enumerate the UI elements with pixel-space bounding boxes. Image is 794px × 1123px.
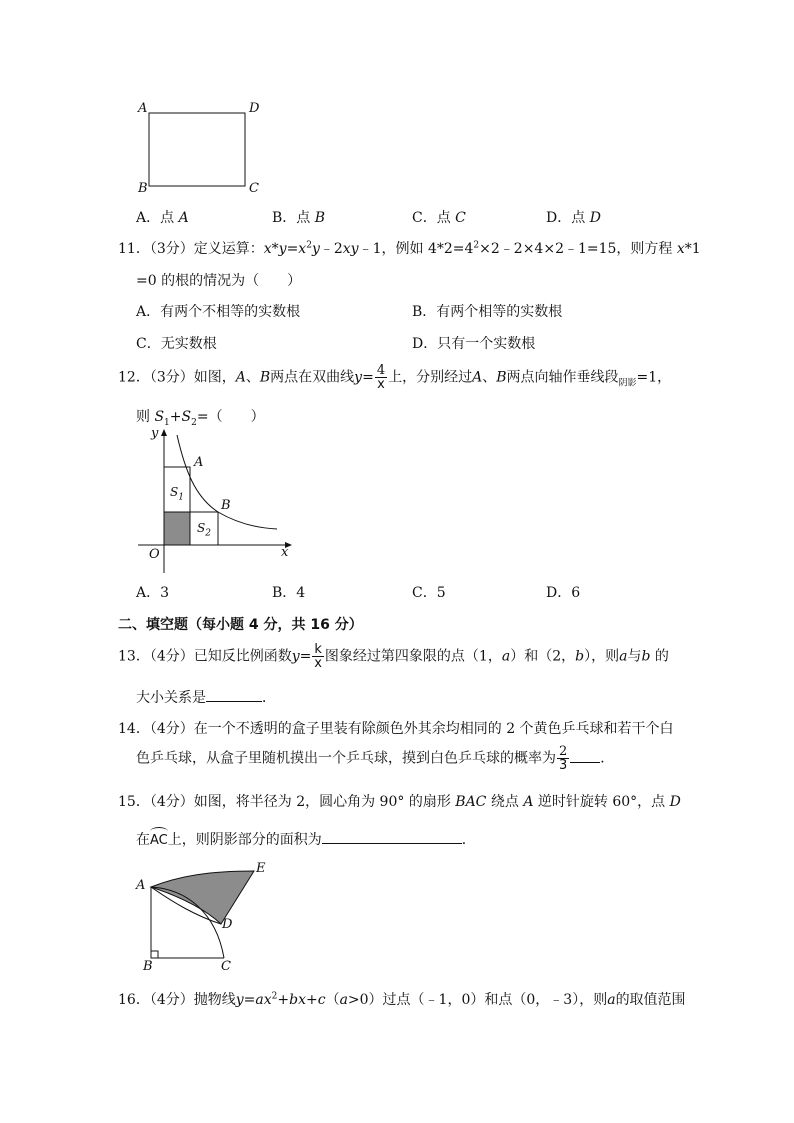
var-a: a [339,992,348,1008]
exponent: 2 [271,991,278,1002]
answer-blank[interactable] [206,701,262,702]
point-a-label: A [136,878,146,893]
point-b-label: B [143,959,153,974]
q16-text: >0）过点（﹣1，0）和点（0，﹣3），则 [347,992,608,1008]
q15-stem-line1 [118,791,681,811]
label-a: A [138,101,148,116]
option-letter: D． [546,585,572,601]
origin-label: O [149,547,160,562]
question-number: 13． [118,648,150,665]
region-s2-label: $S_2$ [197,521,211,539]
option-var: B [314,210,326,226]
option-text: 点 [571,210,586,226]
q12-stem-line2: 则 $S_1+S_2=$（ ） [136,409,265,428]
subscript-shadow: 阴影 [618,378,637,389]
var-b: b [575,648,585,665]
answer-blank[interactable] [322,843,462,844]
frac-den: x [314,656,322,671]
q11-text: ×2﹣2×4×2﹣1=15，则方程 [479,241,673,257]
q15-text: 绕点 [490,794,519,810]
q12-option-b[interactable] [272,582,305,602]
option-text: 点 [296,210,311,226]
var-bac: BAC [455,794,487,810]
q13-text: ）和（2， [510,648,576,665]
q14-text: 在一个不透明的盒子里装有除颜色外其余均相同的 2 个黄色乒乓球和若干个白 [193,721,674,737]
q12-text: 两点在双曲线 [270,369,355,386]
q12-figure [135,425,300,580]
axis-label-y: y [151,426,159,441]
question-score: （3分） [149,241,194,257]
q13-text: 大小关系是 [136,690,206,706]
q12-text: 、 [245,369,260,386]
point-a-label: A [194,455,204,470]
var-d: D [669,794,681,810]
q15-stem-line2 [136,829,476,849]
q14-text: 色乒乓球，从盒子里随机摸出一个乒乓球，摸到白色乒乓球的概率为 [136,750,556,767]
q12-text: =（ ） [196,409,265,425]
arc-ac: AC [150,833,168,848]
option-var: C [455,210,466,226]
q14-text: ． [600,750,615,767]
option-letter: B． [272,210,297,226]
rotated-sector-figure [134,858,274,976]
option-letter: D． [412,336,438,352]
q15-text: 如图，将半径为 2，圆心角为 90° 的扇形 [193,794,451,810]
q16-text: 的取值范围 [615,992,686,1008]
var-b: B [259,369,271,386]
answer-blank[interactable] [570,762,600,763]
fraction-4-over-x [375,364,387,391]
option-text: 只有一个实数根 [437,336,536,352]
var-a: a [501,648,511,665]
q11-text: 定义运算： [193,241,264,257]
frac-den: x [377,377,385,392]
question-score: （4分） [149,648,194,665]
point-c-label: C [221,959,231,974]
fraction-k-over-x [312,643,324,670]
q11-option-b[interactable] [412,301,562,321]
q13-text: 已知反比例函数 [193,648,292,665]
option-letter: C． [412,210,437,226]
question-number: 15． [118,794,150,810]
fraction-2-over-3 [557,745,569,772]
frac-num: 4 [376,363,386,378]
option-letter: A． [136,304,161,320]
q12-text: 两点向轴作垂线段 [506,369,619,386]
option-text: 点 [436,210,451,226]
frac-num: k [314,642,322,657]
q16-text: （ [325,992,340,1008]
q11-text: ，例如 4*2=4 [381,241,474,257]
option-letter: A． [136,585,161,601]
option-text: 5 [436,585,446,601]
equation: y= [354,369,374,386]
axis-label-x: x [281,545,289,560]
q12-text: 则 [136,409,150,425]
q11-option-c[interactable] [136,333,217,353]
option-letter: B． [412,304,437,320]
option-letter: B． [272,585,297,601]
var-a: A [523,794,534,810]
option-text: 点 [160,210,175,226]
q11-stem-line2: =0 的根的情况为（ ） [136,273,302,289]
option-var: D [589,210,601,226]
q16-stem-line1: 16．（4分）抛物线$y=ax^2+bx+c(a>0)$过点（﹣1，0）和点（0，﹣3），则a的取值范围 [118,991,686,1008]
q14-stem-line1 [118,718,674,738]
section-heading: 二、填空题（每小题 4 分，共 16 分） [118,617,363,633]
q12-option-a[interactable] [136,582,169,602]
question-score: （3分） [149,369,194,386]
q10-figure [136,98,266,198]
q13-stem-line2 [136,687,276,707]
var-a: A [235,369,246,386]
q11-definition: x*y [263,241,287,257]
q12-text: =1， [636,369,672,386]
equation-y: y [235,992,244,1008]
point-e-label: E [256,861,266,876]
q11-option-a[interactable] [136,301,300,321]
option-text: 无实数根 [160,336,217,352]
q12-option-c[interactable] [412,582,446,602]
option-text: 3 [160,585,170,601]
option-text: 6 [571,585,581,601]
option-letter: A． [136,210,161,226]
question-number: 11． [118,241,150,257]
question-number: 14． [118,721,150,737]
point-b-label: B [221,498,231,513]
option-letter: D． [546,210,572,226]
q15-text: 上，则阴影部分的面积为 [167,832,322,848]
q15-figure [134,858,274,976]
frac-num: 2 [559,744,568,759]
q11-text: *1 [684,241,701,257]
frac-den: 3 [559,758,568,773]
q14-stem-line2 [136,745,614,772]
question-number: 12． [118,369,150,386]
q15-text: ． [461,832,476,848]
rectangle-abcd [136,98,266,198]
q13-text: 图象经过第四象限的点（1， [324,648,502,665]
question-score: （4分） [149,992,194,1008]
option-text: 有两个不相等的实数根 [160,304,301,320]
q12-text: 如图， [193,369,236,386]
option-letter: C． [136,336,161,352]
q13-text: 的 [654,648,669,665]
q10-option-c[interactable] [412,207,466,227]
option-letter: C． [412,585,437,601]
q13-text: ），则 [584,648,620,665]
q12-option-d[interactable] [546,582,580,602]
q13-text: 与 [627,648,642,665]
label-b: B [138,181,148,196]
point-d-label: D [222,917,233,932]
equation-ax: =ax [243,992,272,1008]
q13-stem-line1: 13．（4分）已知反比例函数y= $\frac{k}{x}$ 图象经过第四象限的点（1，a）和（2，b），则a与b 的 [118,642,669,671]
equation: y= [291,648,312,665]
equation-rest: +bx+c [277,992,326,1008]
q12-text: 、 [482,369,497,386]
q13-text: ． [262,690,276,706]
q16-text: 抛物线 [193,992,236,1008]
q12-stem-line1: 12．（3分）如图，A、B两点在双曲线y= $\frac{4}{x}$ 上，分别经过A、B两点向轴作垂线段$_{阴影}$=1， [118,363,672,392]
q11-stem-line1: 11．（3分）定义运算：$x*y=x^2y﹣2xy﹣1$，例如 $4*2=4^2\times 2﹣2\times 4\times 2﹣1=15$，则方程 x*1 [118,240,701,257]
q11-option-d[interactable] [412,333,535,353]
q10-option-a[interactable] [136,207,189,227]
region-s1-label: $S_1$ [170,485,184,503]
q15-text: 逆时针旋转 60°，点 [537,794,666,810]
option-var: A [178,210,189,226]
label-d: D [249,101,260,116]
q10-option-d[interactable] [546,207,601,227]
q12-text: 上，分别经过 [388,369,473,386]
question-score: （4分） [149,721,194,737]
option-text: 有两个相等的实数根 [436,304,563,320]
q10-option-b[interactable] [272,207,325,227]
question-score: （4分） [149,794,194,810]
option-text: 4 [296,585,306,601]
question-number: 16． [118,992,150,1008]
label-c: C [249,181,259,196]
q15-text: 在 [136,832,150,848]
